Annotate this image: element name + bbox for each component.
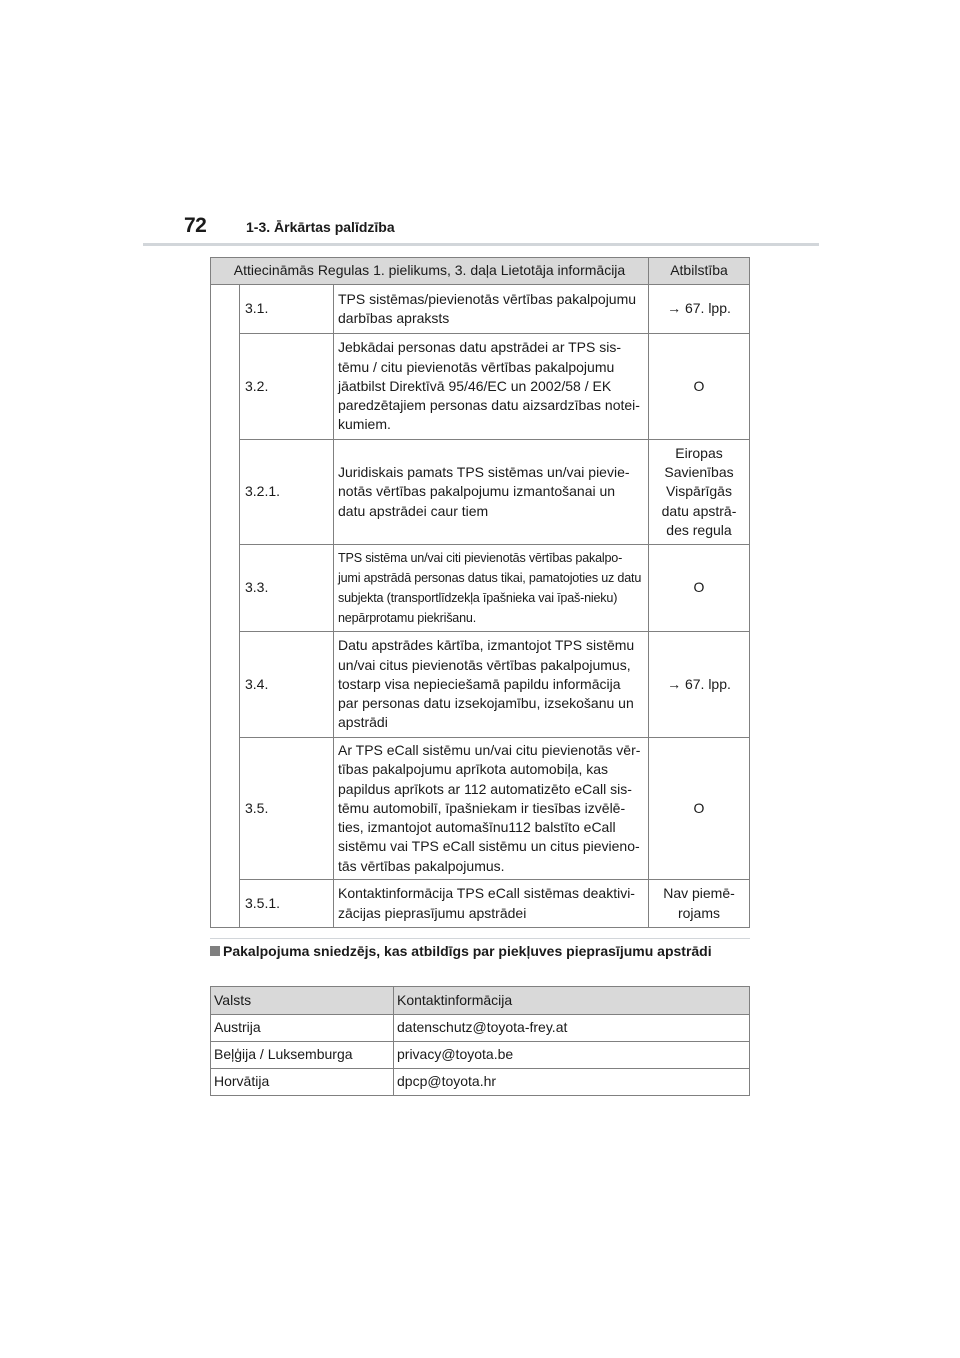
- sub-heading-divider: [210, 938, 750, 939]
- table-row: [211, 1042, 750, 1069]
- row-compliance: → 67. lpp.: [649, 285, 750, 334]
- row-description: TPS sistēmas/pievienotās vērtības pakalpojumu darbības apraksts: [334, 285, 649, 334]
- row-number: 3.5.: [240, 738, 334, 880]
- column-header-contact: Kontaktinformācija: [394, 987, 750, 1015]
- row-compliance: O: [649, 334, 750, 440]
- row-description: Jebkādai personas datu apstrādei ar TPS sis-tēmu / citu pievienotās vērtības pakalpojumu jāatbilst Direktīvā 95/46/EC un 2002/58 / EK paredzētajiem personas datu aizsardzības notei-kumiem.: [334, 334, 649, 440]
- row-compliance: → 67. lpp.: [649, 632, 750, 738]
- country-cell: Horvātija: [211, 1069, 394, 1096]
- table-row: [211, 632, 750, 738]
- table-row: [211, 738, 750, 880]
- contact-cell: datenschutz@toyota-frey.at: [394, 1015, 750, 1042]
- table-row: [211, 1069, 750, 1096]
- sub-heading-text: Pakalpojuma sniedzējs, kas atbildīgs par piekļuves pieprasījumu apstrādi: [223, 943, 712, 959]
- table-row: [211, 880, 750, 928]
- square-bullet-icon: [210, 946, 220, 956]
- row-description: Kontaktinformācija TPS eCall sistēmas deaktivi-zācijas pieprasījumu apstrādei: [334, 880, 649, 928]
- row-description: TPS sistēma un/vai citi pievienotās vērtības pakalpo-jumi apstrādā personas datus tikai, pamatojoties uz datu subjekta (transportlīdzekļa īpašnieka vai īpaš-nieku) nepārprotamu piekrišanu.: [334, 545, 649, 632]
- row-compliance: O: [649, 545, 750, 632]
- user-information-table: [210, 257, 750, 928]
- table-header-row: [211, 258, 750, 285]
- row-compliance: O: [649, 738, 750, 880]
- row-number: 3.2.: [240, 334, 334, 440]
- table-header-row: [211, 987, 750, 1015]
- row-number: 3.3.: [240, 545, 334, 632]
- row-number: 3.1.: [240, 285, 334, 334]
- page-number: 72: [184, 214, 207, 237]
- row-number: 3.2.1.: [240, 440, 334, 545]
- row-number: 3.4.: [240, 632, 334, 738]
- table-row: [211, 440, 750, 545]
- contact-cell: dpcp@toyota.hr: [394, 1069, 750, 1096]
- row-description: Datu apstrādes kārtība, izmantojot TPS sistēmu un/vai citus pievienotās vērtības pakalpojumus, tostarp visa nepieciešamā papildu informācija par personas datu izsekojamību, izsekošanu un apstrādi: [334, 632, 649, 738]
- country-cell: Austrija: [211, 1015, 394, 1042]
- row-description: Ar TPS eCall sistēmu un/vai citu pievienotās vēr-tības pakalpojumu aprīkota automobiļa, kas papildus aprīkots ar 112 automatizēto eCall sis-tēmu automobilī, īpašniekam ir tiesības izvēlē-ties, izmantojot automašīnu112 balstīto eCall sistēmu vai TPS eCall sistēmu un citus pievieno-tās vērtības pakalpojumus.: [334, 738, 649, 880]
- column-header-country: Valsts: [211, 987, 394, 1015]
- sub-heading: [210, 943, 712, 959]
- contact-cell: privacy@toyota.be: [394, 1042, 750, 1069]
- row-number: 3.5.1.: [240, 880, 334, 928]
- table-row: [211, 545, 750, 632]
- row-description: Juridiskais pamats TPS sistēmas un/vai pievie-notās vērtības pakalpojumu izmantošanai un datu apstrādei caur tiem: [334, 440, 649, 545]
- column-header-requirement: Attiecināmās Regulas 1. pielikums, 3. daļa Lietotāja informācija: [211, 258, 649, 285]
- table-row: [211, 1015, 750, 1042]
- header-divider: [143, 243, 819, 246]
- table-row: [211, 334, 750, 440]
- table-row: [211, 285, 750, 334]
- section-title: 1-3. Ārkārtas palīdzība: [246, 219, 395, 235]
- country-cell: Beļģija / Luksemburga: [211, 1042, 394, 1069]
- indent-cell: [211, 285, 240, 928]
- row-compliance: Nav piemē-rojams: [649, 880, 750, 928]
- column-header-compliance: Atbilstība: [649, 258, 750, 285]
- contact-table: [210, 986, 750, 1096]
- row-compliance: Eiropas Savienības Vispārīgās datu apstrā-des regula: [649, 440, 750, 545]
